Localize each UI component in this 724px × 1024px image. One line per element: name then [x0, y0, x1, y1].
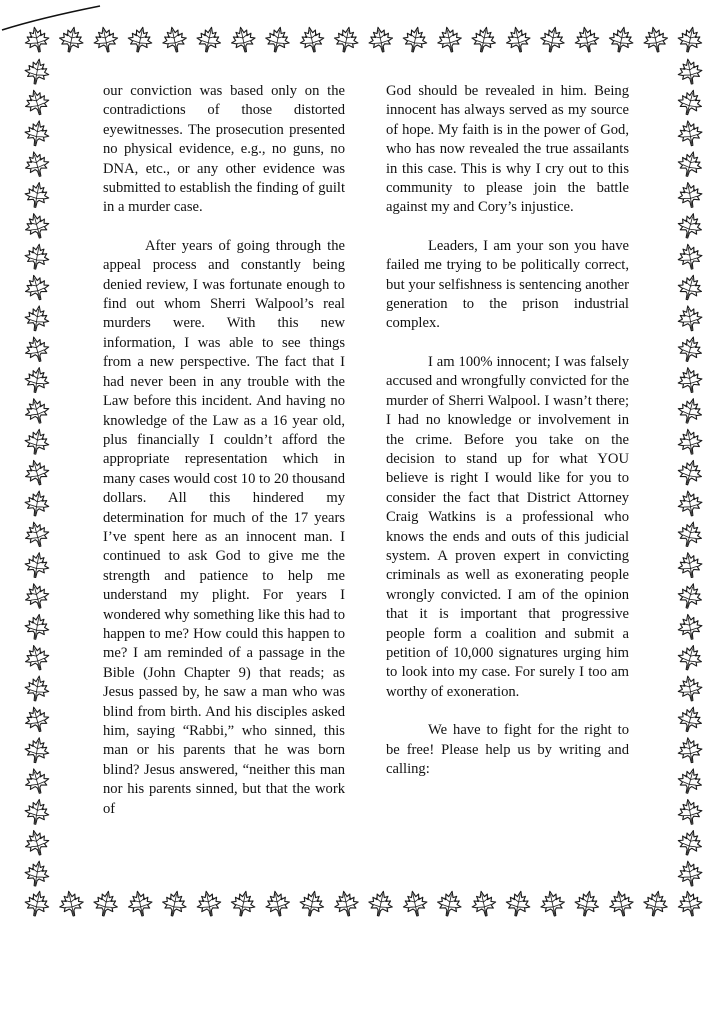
maple-leaf-icon — [366, 889, 395, 918]
right-paragraph-2: Leaders, I am your son you have failed me trying to be politically correct, but your selfishness is sentencing another generation to the prison industrial complex. — [386, 237, 629, 332]
maple-leaf-icon — [23, 57, 51, 86]
maple-leaf-icon — [675, 704, 705, 734]
maple-leaf-icon — [57, 25, 86, 54]
maple-leaf-icon — [675, 827, 705, 857]
left-paragraph-1: our conviction was based only on the contradictions of those distorted eyewitnesses. The prosecution presented no physical evidence, e.g., no guns, no DNA, etc., or any other evidence was submitted to establish the finding of guilt in a murder case. — [103, 83, 345, 216]
maple-leaf-icon — [160, 25, 189, 54]
maple-leaf-icon — [676, 674, 704, 703]
left-column — [103, 82, 345, 838]
maple-leaf-icon — [676, 427, 704, 456]
maple-leaf-icon — [676, 304, 704, 333]
maple-leaf-icon — [195, 25, 224, 54]
pen-stroke-mark — [2, 6, 100, 30]
maple-leaf-icon — [23, 242, 51, 271]
right-column — [386, 82, 629, 798]
maple-leaf-icon — [675, 87, 705, 117]
right-paragraph-4: We have to fight for the right to be free! Please help us by writing and calling: — [386, 722, 629, 777]
maple-leaf-icon — [23, 489, 51, 518]
maple-leaf-icon — [126, 889, 155, 918]
maple-leaf-icon — [22, 519, 52, 549]
maple-leaf-icon — [23, 25, 52, 54]
maple-leaf-icon — [676, 119, 704, 148]
maple-leaf-icon — [401, 889, 430, 918]
maple-leaf-icon — [676, 25, 705, 54]
maple-leaf-icon — [607, 25, 636, 54]
maple-leaf-icon — [22, 457, 52, 487]
maple-leaf-icon — [641, 25, 670, 54]
maple-leaf-icon — [538, 25, 567, 54]
maple-leaf-icon — [23, 304, 51, 333]
maple-leaf-icon — [572, 25, 601, 54]
maple-leaf-icon — [194, 889, 223, 918]
right-paragraph-1: God should be revealed in him. Being innocent has always served as my source of hope. My faith is in the power of God, who has now revealed the true assailants in this case. This is why I cry out to this community to please join the battle against my and Cory’s injustice. — [386, 83, 629, 216]
maple-leaf-icon — [469, 889, 498, 918]
maple-leaf-icon — [23, 119, 51, 148]
maple-leaf-icon — [675, 211, 705, 241]
maple-leaf-icon — [22, 642, 52, 672]
maple-leaf-icon — [675, 519, 705, 549]
maple-leaf-icon — [675, 457, 705, 487]
maple-leaf-icon — [22, 149, 52, 179]
maple-leaf-icon — [366, 25, 395, 54]
maple-leaf-icon — [676, 180, 704, 209]
maple-leaf-icon — [676, 612, 704, 641]
maple-leaf-icon — [22, 87, 52, 117]
maple-leaf-icon — [435, 25, 464, 54]
maple-leaf-icon — [332, 25, 361, 54]
maple-leaf-icon — [22, 766, 52, 796]
right-paragraph-3: I am 100% innocent; I was falsely accused and wrongfully convicted for the murder of Sherri Walpool. I wasn’t there; I had no knowledge or involvement in the crime. Before you take on the decision to stand up for what YOU believe is right I would like for you to consider the fact that District Attorney Craig Watkins is a professional who knows the ends and outs of this judicial system. A proven expert in convicting criminals as well as exonerating people wrongly convicted. I am of the opinion that it is important that progressive people form a coalition and submit a petition of 10,000 signatures urging him to look into my case. For surely I too am worthy of exoneration. — [386, 353, 629, 700]
maple-leaf-icon — [470, 25, 499, 54]
maple-leaf-icon — [23, 797, 51, 826]
maple-leaf-icon — [504, 889, 533, 918]
left-paragraph-2: After years of going through the appeal process and constantly being denied review, I was fortunate enough to find out whom Sherri Walpool’s real murders were. With this new information, I was able to see things from a new perspective. The fact that I had never been in any trouble with the Law before this incident. And having no knowledge of the Law as a 16 year old, plus financially I couldn’t afford the appropriate representation which in many cases would cost 10 to 20 thousand dollars. All this hindered my determination for much of the 17 years I’ve spent here as an innocent man. I continued to ask God to give me the strength and patience to help me understand my plight. For years I wondered why something like this had to happen to me? How could this happen to me? I am reminded of a passage in the Bible (John Chapter 9) that reads; as Jesus passed by, he saw a man who was blind from birth. And his disciples asked him, saying “Rabbi,” who sinned, this man or his parents that he was born blind? Jesus answered, “neither this man nor his parents sinned, but that the work of — [103, 237, 345, 817]
maple-leaf-icon — [676, 797, 704, 826]
maple-leaf-icon — [22, 211, 52, 241]
maple-leaf-icon — [676, 489, 704, 518]
maple-leaf-icon — [298, 25, 327, 54]
maple-leaf-icon — [538, 889, 567, 918]
maple-leaf-icon — [23, 612, 51, 641]
maple-leaf-icon — [22, 827, 52, 857]
maple-leaf-icon — [573, 889, 602, 918]
maple-leaf-icon — [22, 272, 52, 302]
maple-leaf-icon — [57, 889, 86, 918]
maple-leaf-icon — [22, 581, 52, 611]
maple-leaf-icon — [23, 736, 51, 765]
maple-leaf-icon — [92, 889, 121, 918]
maple-leaf-icon — [23, 366, 51, 395]
maple-leaf-icon — [23, 551, 51, 580]
maple-leaf-icon — [435, 889, 464, 918]
maple-leaf-icon — [675, 272, 705, 302]
maple-leaf-icon — [676, 736, 704, 765]
maple-leaf-icon — [160, 889, 189, 918]
maple-leaf-icon — [675, 149, 705, 179]
maple-leaf-icon — [22, 704, 52, 734]
maple-leaf-icon — [676, 551, 704, 580]
maple-leaf-icon — [22, 396, 52, 426]
maple-leaf-icon — [23, 859, 51, 888]
maple-leaf-icon — [23, 180, 51, 209]
maple-leaf-icon — [641, 889, 670, 918]
maple-leaf-icon — [126, 25, 155, 54]
maple-leaf-icon — [229, 25, 258, 54]
maple-leaf-icon — [263, 25, 292, 54]
maple-leaf-icon — [675, 766, 705, 796]
maple-leaf-icon — [675, 396, 705, 426]
maple-leaf-icon — [298, 889, 327, 918]
maple-leaf-icon — [676, 57, 704, 86]
maple-leaf-icon — [23, 889, 52, 918]
maple-leaf-icon — [229, 889, 258, 918]
maple-leaf-icon — [607, 889, 636, 918]
maple-leaf-icon — [23, 674, 51, 703]
maple-leaf-icon — [23, 427, 51, 456]
maple-leaf-icon — [676, 242, 704, 271]
maple-leaf-icon — [676, 366, 704, 395]
maple-leaf-icon — [675, 334, 705, 364]
maple-leaf-icon — [675, 642, 705, 672]
maple-leaf-icon — [91, 25, 120, 54]
maple-leaf-icon — [401, 25, 430, 54]
maple-leaf-icon — [332, 889, 361, 918]
maple-leaf-icon — [263, 889, 292, 918]
maple-leaf-icon — [504, 25, 533, 54]
maple-leaf-icon — [676, 859, 704, 888]
maple-leaf-icon — [22, 334, 52, 364]
maple-leaf-icon — [676, 889, 705, 918]
maple-leaf-icon — [675, 581, 705, 611]
